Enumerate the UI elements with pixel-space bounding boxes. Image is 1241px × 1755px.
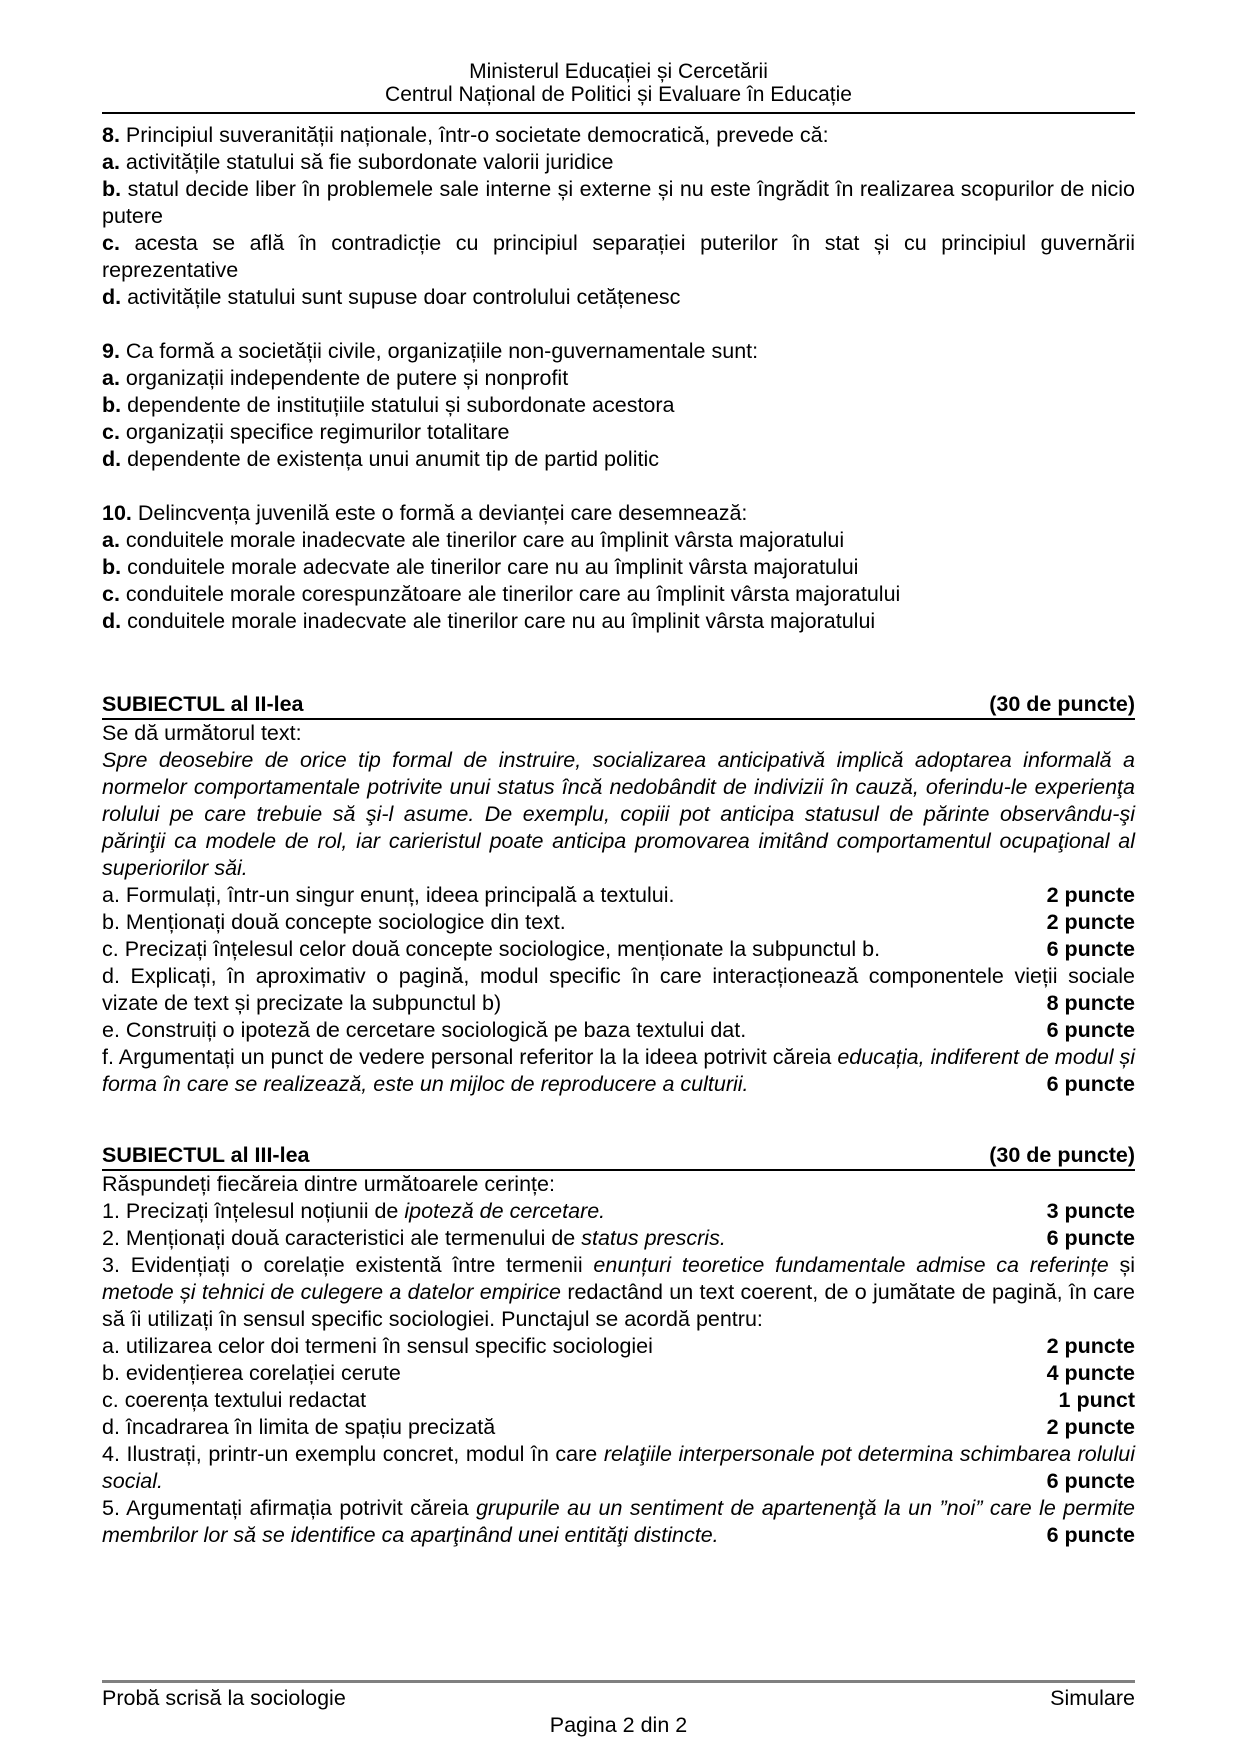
question-8-option-a [102,149,1135,176]
item-term: enunțuri teoretice fundamentale admise ca referințe [593,1253,1109,1277]
item-text: e. Construiți o ipoteză de cercetare sociologică pe baza textului dat. [102,1018,747,1042]
item-text: f. Argumentați un punct de vedere personal referitor la la ideea potrivit căreia [102,1045,838,1069]
item-points: 6 puncte [1046,1469,1135,1493]
item-text: redactând un text coerent, de o jumătate de pagină, în care să îi utilizați în sensul specific sociologiei. Punctajul se acordă pentru: [102,1280,1135,1331]
subject3-lead: Răspundeți fiecăreia dintre următoarele cerințe: [102,1172,555,1196]
subject2-lead: Se dă următorul text: [102,721,302,745]
subject3-item-3c [102,1387,1135,1414]
question-10-option-c [102,581,1135,608]
question-8-option-c [102,230,1135,284]
option-text: conduitele morale inadecvate ale tinerilor care nu au împlinit vârsta majoratului [121,609,876,633]
item-points: 4 puncte [1046,1361,1135,1385]
item-term: relaţiile interpersonale pot determina schimbarea rolului social. [102,1442,1135,1493]
question-10-option-a [102,527,1135,554]
subject3-item-3d [102,1414,1135,1441]
item-term: ipoteză de cercetare. [404,1199,606,1223]
item-term: grupurile au un sentiment de apartenenţă la un ”noi” care le permite membrilor lor să se identifice ca aparţinând unei entităţi distincte. [102,1496,1135,1547]
question-8-stem [102,122,1135,149]
subject2-heading [102,691,1135,720]
footer-exam-name: Probă scrisă la sociologie [102,1686,346,1710]
center-name: Centrul Național de Politici și Evaluare în Educație [385,83,852,106]
question-9-option-d [102,446,1135,473]
item-text: 1. Precizați înțelesul noțiunii de [102,1199,405,1223]
item-text: c. Precizați înțelesul celor două concepte sociologice, menționate la subpunctul b. [102,937,881,961]
item-text: b. evidențierea corelației cerute [102,1361,401,1385]
item-points: 8 puncte [1046,991,1135,1015]
subject2-title: SUBIECTUL al II-lea [102,692,304,716]
footer-page-number: Pagina 2 din 2 [549,1713,688,1737]
item-points: 6 puncte [1046,937,1135,961]
option-text: activitățile statului sunt supuse doar controlului cetățenesc [121,285,681,309]
question-10-option-b [102,554,1135,581]
subject2-item-a [102,882,1135,909]
item-text: 4. Ilustrați, printr-un exemplu concret, modul în care [102,1442,604,1466]
item-points: 2 puncte [1046,1334,1135,1358]
question-9-option-a [102,365,1135,392]
subject3-item-4 [102,1441,1135,1495]
subject3-item-3 [102,1252,1135,1333]
question-8 [102,122,1135,311]
item-points: 3 puncte [1046,1199,1135,1223]
subject2-item-f [102,1044,1135,1098]
page-footer [102,1680,1135,1739]
subject2-item-b [102,909,1135,936]
option-text: activitățile statului să fie subordonate valorii juridice [119,150,614,174]
subject2-item-d [102,963,1135,1017]
document-header [102,60,1135,114]
item-text: și [1108,1253,1135,1277]
option-letter: a. [102,366,120,390]
option-letter: d. [102,609,122,633]
option-letter: d. [102,447,122,471]
question-9 [102,338,1135,473]
option-text: conduitele morale inadecvate ale tinerilor care au împlinit vârsta majoratului [119,528,845,552]
item-points: 2 puncte [1046,1415,1135,1439]
option-text: dependente de instituțiile statului și subordonate acestora [121,393,675,417]
option-letter: c. [102,582,120,606]
question-8-number: 8. [102,123,120,147]
item-text: a. Formulați, într-un singur enunț, ideea principală a textului. [102,883,675,907]
item-term: status prescris. [581,1226,726,1250]
option-letter: a. [102,528,120,552]
subject3-item-5 [102,1495,1135,1549]
footer-session-name: Simulare [1050,1686,1135,1710]
question-10-number: 10. [102,501,132,525]
option-letter: c. [102,420,120,444]
option-letter: b. [102,177,122,201]
item-points: 6 puncte [1046,1018,1135,1042]
subject2-item-e [102,1017,1135,1044]
question-9-number: 9. [102,339,120,363]
item-points: 2 puncte [1046,883,1135,907]
option-text: organizații specifice regimurilor totalitare [119,420,510,444]
option-letter: b. [102,555,122,579]
option-letter: a. [102,150,120,174]
option-letter: b. [102,393,122,417]
item-points: 6 puncte [1046,1226,1135,1250]
item-term: metode și tehnici de culegere a datelor empirice [102,1280,561,1304]
question-9-option-b [102,392,1135,419]
subject3-item-3b [102,1360,1135,1387]
question-10-option-d [102,608,1135,635]
subject3-item-3a [102,1333,1135,1360]
option-text: dependente de existența unui anumit tip de partid politic [121,447,659,471]
option-text: statul decide liber în problemele sale interne și externe și nu este îngrădit în realizarea scopurilor de nicio putere [102,177,1135,228]
item-points: 6 puncte [1046,1523,1135,1547]
option-text: conduitele morale adecvate ale tinerilor care nu au împlinit vârsta majoratului [121,555,859,579]
option-letter: c. [102,231,120,255]
option-text: acesta se află în contradicție cu principiul separației puterilor în stat și cu principiul guvernării reprezentative [102,231,1135,282]
question-9-stem [102,338,1135,365]
item-text: 2. Menționați două caracteristici ale termenului de [102,1226,582,1250]
option-text: conduitele morale corespunzătoare ale tinerilor care au împlinit vârsta majoratului [119,582,901,606]
subject3-title: SUBIECTUL al III-lea [102,1143,310,1167]
item-text: b. Menționați două concepte sociologice din text. [102,910,566,934]
subject2-item-c [102,936,1135,963]
question-10-text: Delincvența juvenilă este o formă a devianței care desemnează: [131,501,748,525]
question-8-option-d [102,284,1135,311]
item-text: a. utilizarea celor doi termeni în sensul specific sociologiei [102,1334,653,1358]
ministry-name: Ministerul Educației și Cercetării [469,60,768,83]
item-text: d. Explicați, în aproximativ o pagină, modul specific în care interacționează componentele vieții sociale vizate de text și precizate la subpunctul b) [102,964,1135,1015]
item-text: d. încadrarea în limita de spațiu precizată [102,1415,496,1439]
subject3-item-1 [102,1198,1135,1225]
subject2-quote-text: Spre deosebire de orice tip formal de instruire, socializarea anticipativă implică adoptarea informală a normelor comportamentale potrivite unui status încă nedobândit de indivizii în cauză, oferindu-le experienţa rolului pe care trebuie să şi-l asume. De exemplu, copiii pot anticipa statusul de părinte observându-şi părinţii ca modele de rol, iar carieristul poate anticipa promovarea imitând comportamentul ocupaţional al superiorilor săi. [102,748,1135,880]
question-9-option-c [102,419,1135,446]
question-10-stem [102,500,1135,527]
footer-row [102,1685,1135,1712]
item-text: 3. Evidențiați o corelație existentă între termenii [102,1253,594,1277]
item-quote: educația, indiferent de modul și forma în care se realizează, este un mijloc de reproducere a culturii. [102,1045,1136,1096]
option-text: organizații independente de putere și nonprofit [119,366,569,390]
question-10 [102,500,1135,635]
question-8-option-b [102,176,1135,230]
item-points: 2 puncte [1046,910,1135,934]
item-text: c. coerența textului redactat [102,1388,367,1412]
item-points: 6 puncte [1046,1072,1135,1096]
item-points: 1 punct [1058,1388,1135,1412]
option-letter: d. [102,285,122,309]
question-9-text: Ca formă a societății civile, organizațiile non-guvernamentale sunt: [119,339,759,363]
subject2-points: (30 de puncte) [989,692,1135,716]
subject3-item-2 [102,1225,1135,1252]
question-8-text: Principiul suveranității naționale, într-o societate democratică, prevede că: [119,123,829,147]
subject3-points: (30 de puncte) [989,1143,1135,1167]
subject3-heading [102,1142,1135,1171]
item-text: 5. Argumentați afirmația potrivit căreia [102,1496,477,1520]
